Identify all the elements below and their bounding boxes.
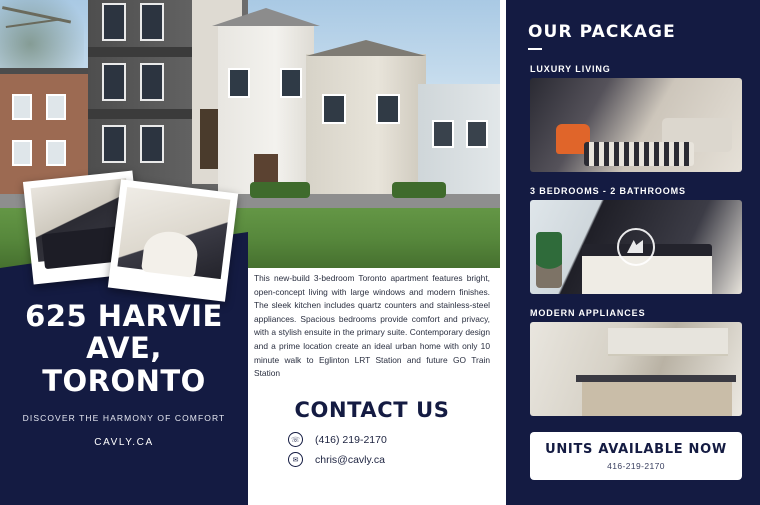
bedroom-photo (530, 200, 742, 294)
package-panel (500, 0, 760, 505)
phone-icon: ☏ (288, 432, 303, 447)
upper-cabinets (608, 328, 728, 356)
tagline: DISCOVER THE HARMONY OF COMFORT (22, 413, 226, 424)
contact-phone[interactable]: (416) 219-2170 (315, 433, 387, 446)
description-text: This new-build 3-bedroom Toronto apartment features bright, open-concept living with large windows and modern finishes. The sleek kitchen includes quartz counters and stainless-steel appliances. Spacious bedrooms provide comfort and privacy, with a stylish ensuite in the primary suite. Contemporary design and a prime location create an ideal urban home with only 10 minute walk to Eglinton LRT Station and future GO Train Station (254, 273, 490, 379)
contact-heading: CONTACT US (294, 398, 450, 422)
hedge (250, 182, 310, 198)
living-room-photo (530, 78, 742, 172)
neighbour-house-far (418, 84, 500, 194)
neighbour-house-white (218, 24, 314, 194)
feature-label-luxury-living: LUXURY LIVING (530, 64, 611, 74)
neighbour-house-left (0, 68, 92, 194)
heading-rule (528, 48, 542, 50)
dining-polaroid (108, 179, 238, 302)
contact-email-row[interactable] (288, 452, 478, 467)
striped-rug (584, 142, 694, 166)
potted-plant (536, 232, 562, 288)
title-block (0, 300, 248, 448)
hedge (392, 182, 446, 198)
feature-label-bedrooms-bathrooms: 3 BEDROOMS - 2 BATHROOMS (530, 186, 686, 196)
website-label: CAVLY.CA (94, 437, 154, 449)
watermark-logo-icon (617, 228, 655, 266)
kitchen-photo (530, 322, 742, 416)
dining-photo (117, 187, 230, 279)
contact-email[interactable]: chris@cavly.ca (315, 453, 385, 466)
countertop (576, 375, 736, 382)
contact-phone-row[interactable] (288, 432, 478, 447)
envelope-icon: ✉ (288, 452, 303, 467)
package-heading: OUR PACKAGE (528, 22, 676, 42)
address-line-1: 625 HARVIE (25, 299, 223, 333)
lower-cabinets (582, 382, 732, 416)
neighbour-house-right (306, 54, 426, 194)
page-title (0, 300, 248, 397)
units-available-phone[interactable]: 416-219-2170 (607, 460, 665, 471)
units-available-cta[interactable] (530, 432, 742, 480)
address-line-2: AVE, TORONTO (42, 331, 206, 398)
dining-table-shape (141, 228, 200, 278)
units-available-title: UNITS AVAILABLE NOW (545, 441, 727, 457)
feature-label-modern-appliances: MODERN APPLIANCES (530, 308, 646, 318)
